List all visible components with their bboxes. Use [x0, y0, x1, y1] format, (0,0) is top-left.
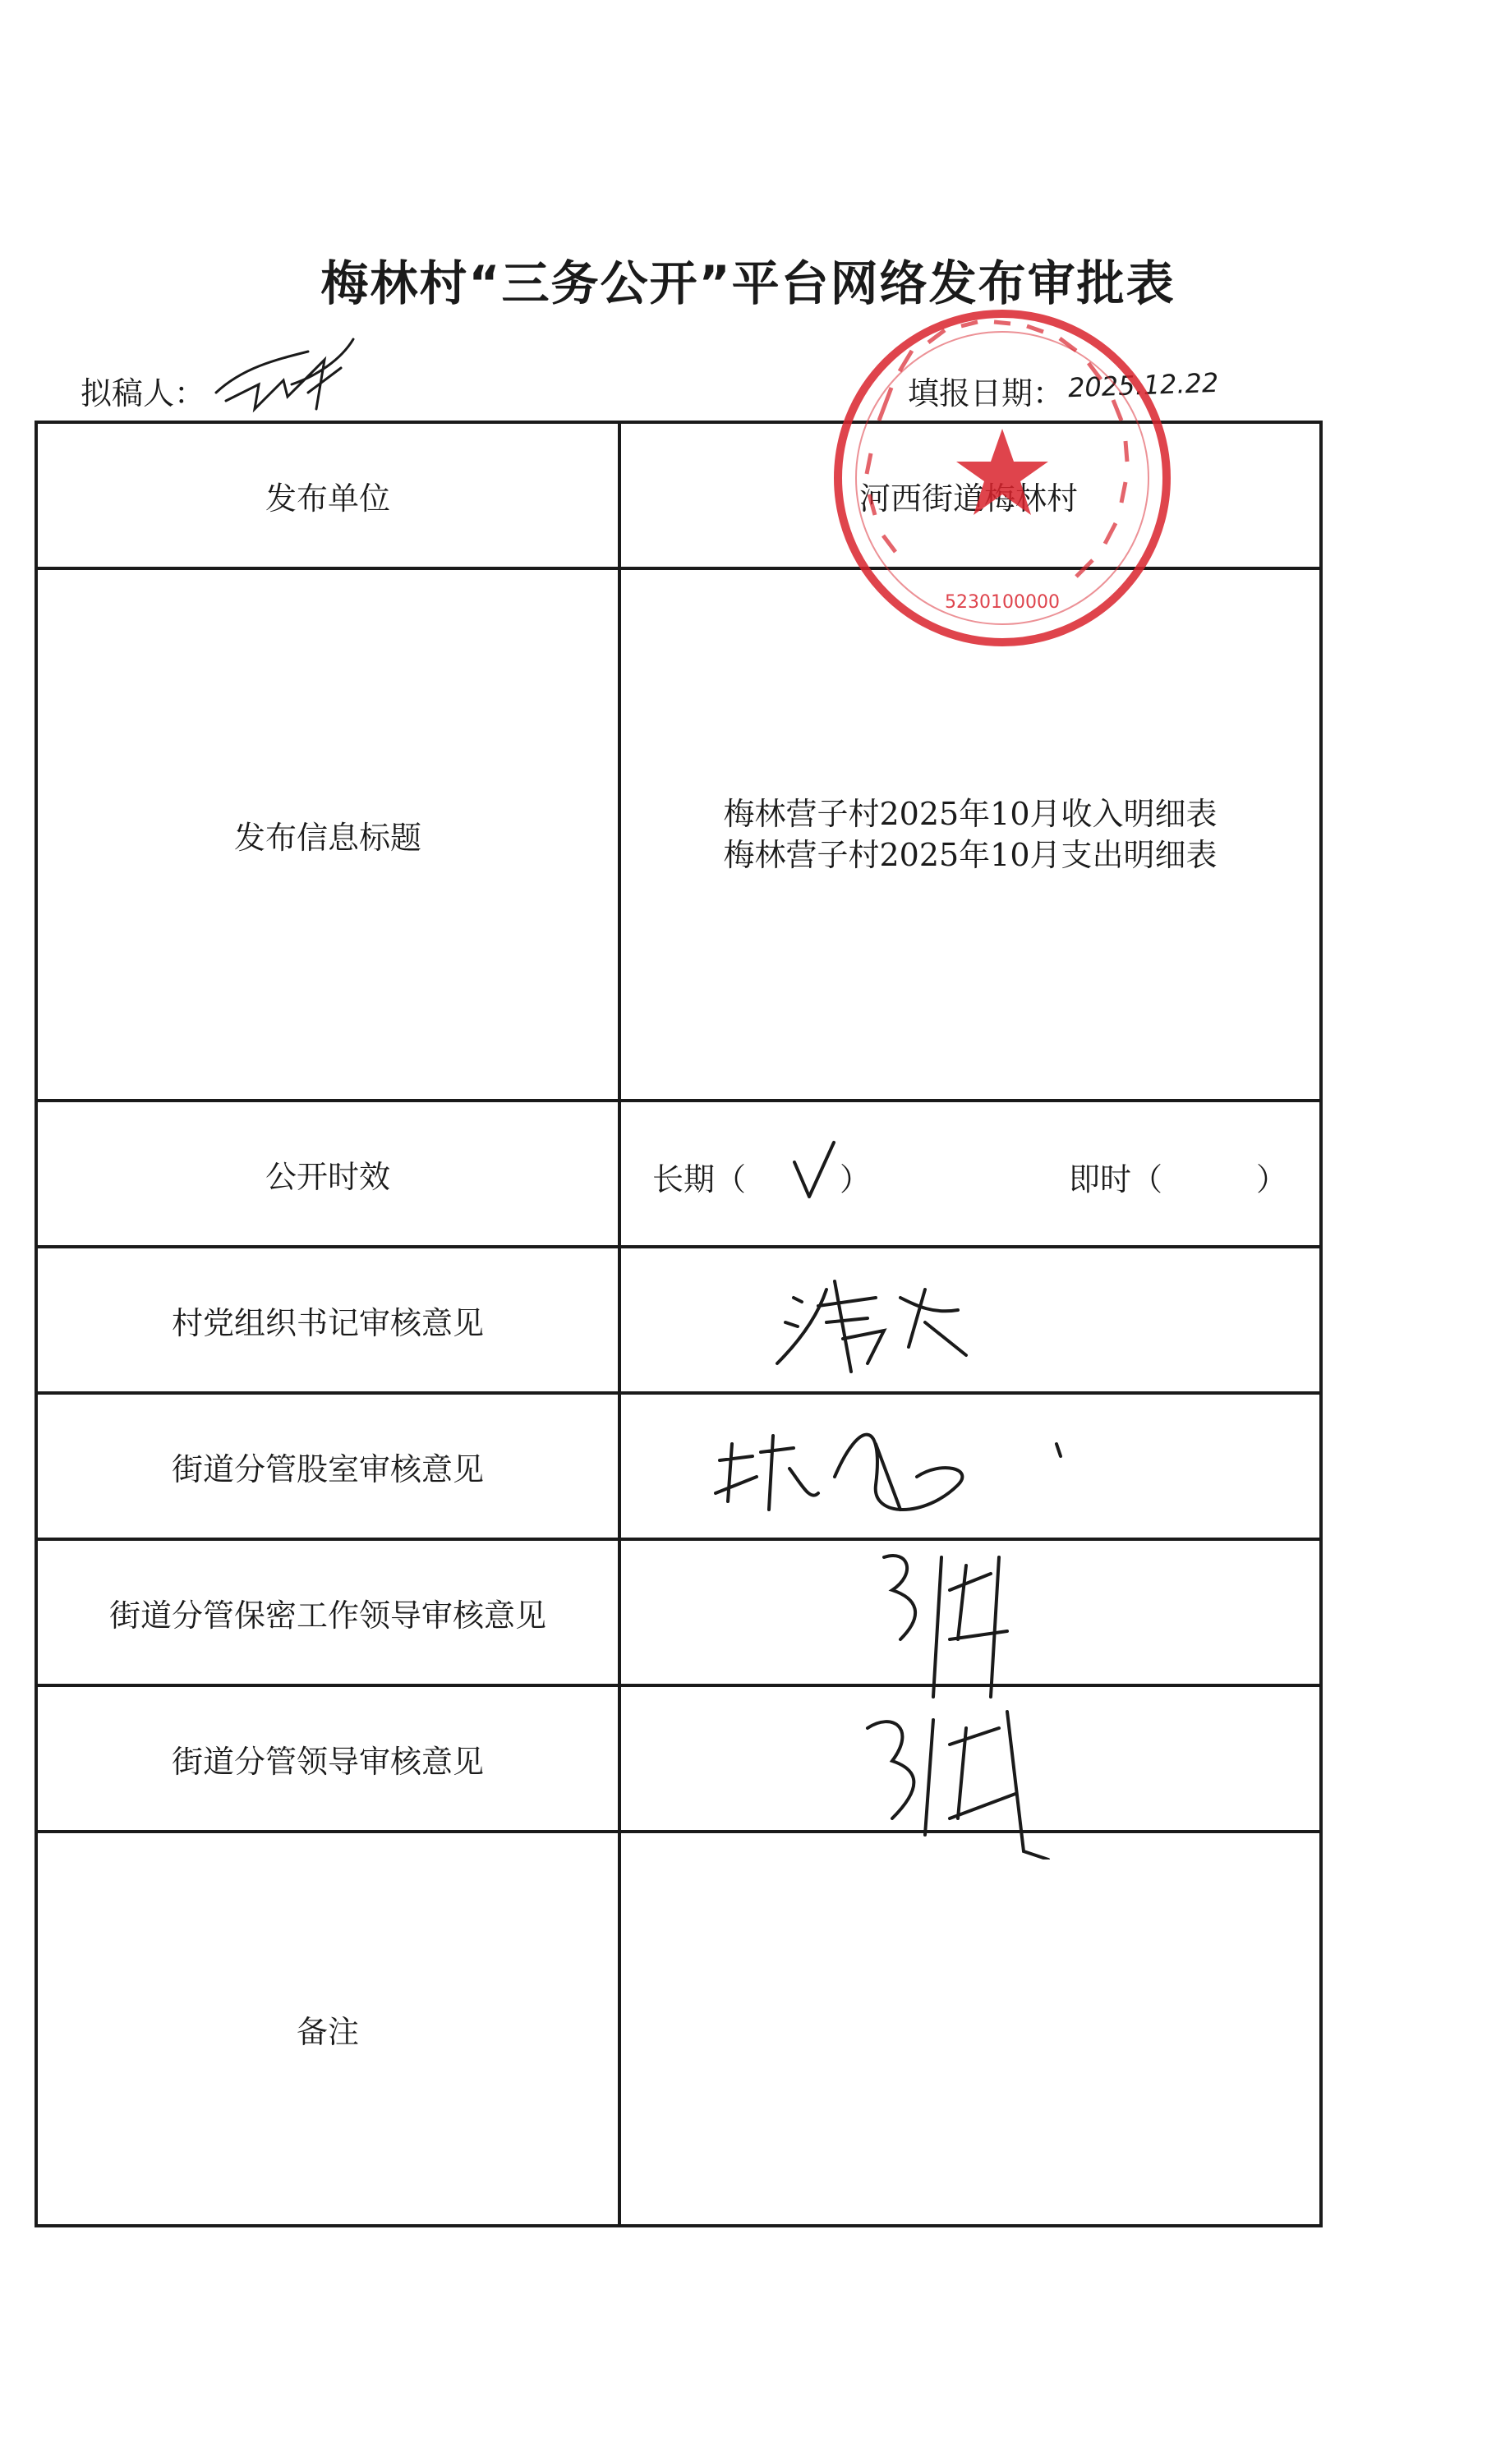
checkmark-icon — [789, 1138, 839, 1203]
street-section-label: 街道分管股室审核意见 — [36, 1393, 619, 1539]
party-secretary-signature — [769, 1265, 983, 1380]
date-value: 2025.12.22 — [1067, 366, 1219, 404]
title-item: 梅林营子村2025年10月支出明细表 — [723, 837, 1218, 873]
immediate-option: 即时（ ） — [1069, 1161, 1288, 1198]
street-security-signature — [868, 1541, 1032, 1705]
remarks-value — [619, 1832, 1321, 2226]
star-icon — [956, 429, 1048, 515]
street-leader-label: 街道分管领导审核意见 — [36, 1685, 619, 1832]
titles-label: 发布信息标题 — [36, 568, 619, 1101]
row-remarks — [36, 1832, 1321, 2226]
stamp-number: 5230100000 — [945, 592, 1060, 613]
remarks-label: 备注 — [36, 1832, 619, 2226]
duration-label: 公开时效 — [36, 1101, 619, 1247]
row-street-security — [36, 1539, 1321, 1685]
drafter-signature — [209, 335, 357, 434]
unit-label: 发布单位 — [36, 422, 619, 568]
unit-value: 河西街道梅林村 — [859, 480, 1079, 517]
date-label: 填报日期： — [908, 375, 1065, 411]
title-item: 梅林营子村2025年10月收入明细表 — [723, 796, 1218, 832]
street-section-cell — [619, 1393, 1321, 1539]
row-street-leader — [36, 1685, 1321, 1832]
row-party-secretary — [36, 1247, 1321, 1393]
page-title: 梅林村“三务公开”平台网络发布审批表 — [320, 255, 1176, 311]
row-duration — [36, 1101, 1321, 1247]
long-term-option: 长期（ ） — [652, 1161, 872, 1198]
approval-table — [35, 421, 1323, 2227]
party-secretary-cell — [619, 1247, 1321, 1393]
official-seal-stamp — [830, 306, 1175, 650]
street-leader-cell — [619, 1685, 1321, 1832]
drafter-label: 拟稿人： — [81, 375, 206, 411]
street-section-signature — [711, 1411, 1089, 1526]
row-street-section — [36, 1393, 1321, 1539]
street-security-cell — [619, 1539, 1321, 1685]
street-security-label: 街道分管保密工作领导审核意见 — [36, 1539, 619, 1685]
duration-cell — [619, 1101, 1321, 1247]
party-secretary-label: 村党组织书记审核意见 — [36, 1247, 619, 1393]
